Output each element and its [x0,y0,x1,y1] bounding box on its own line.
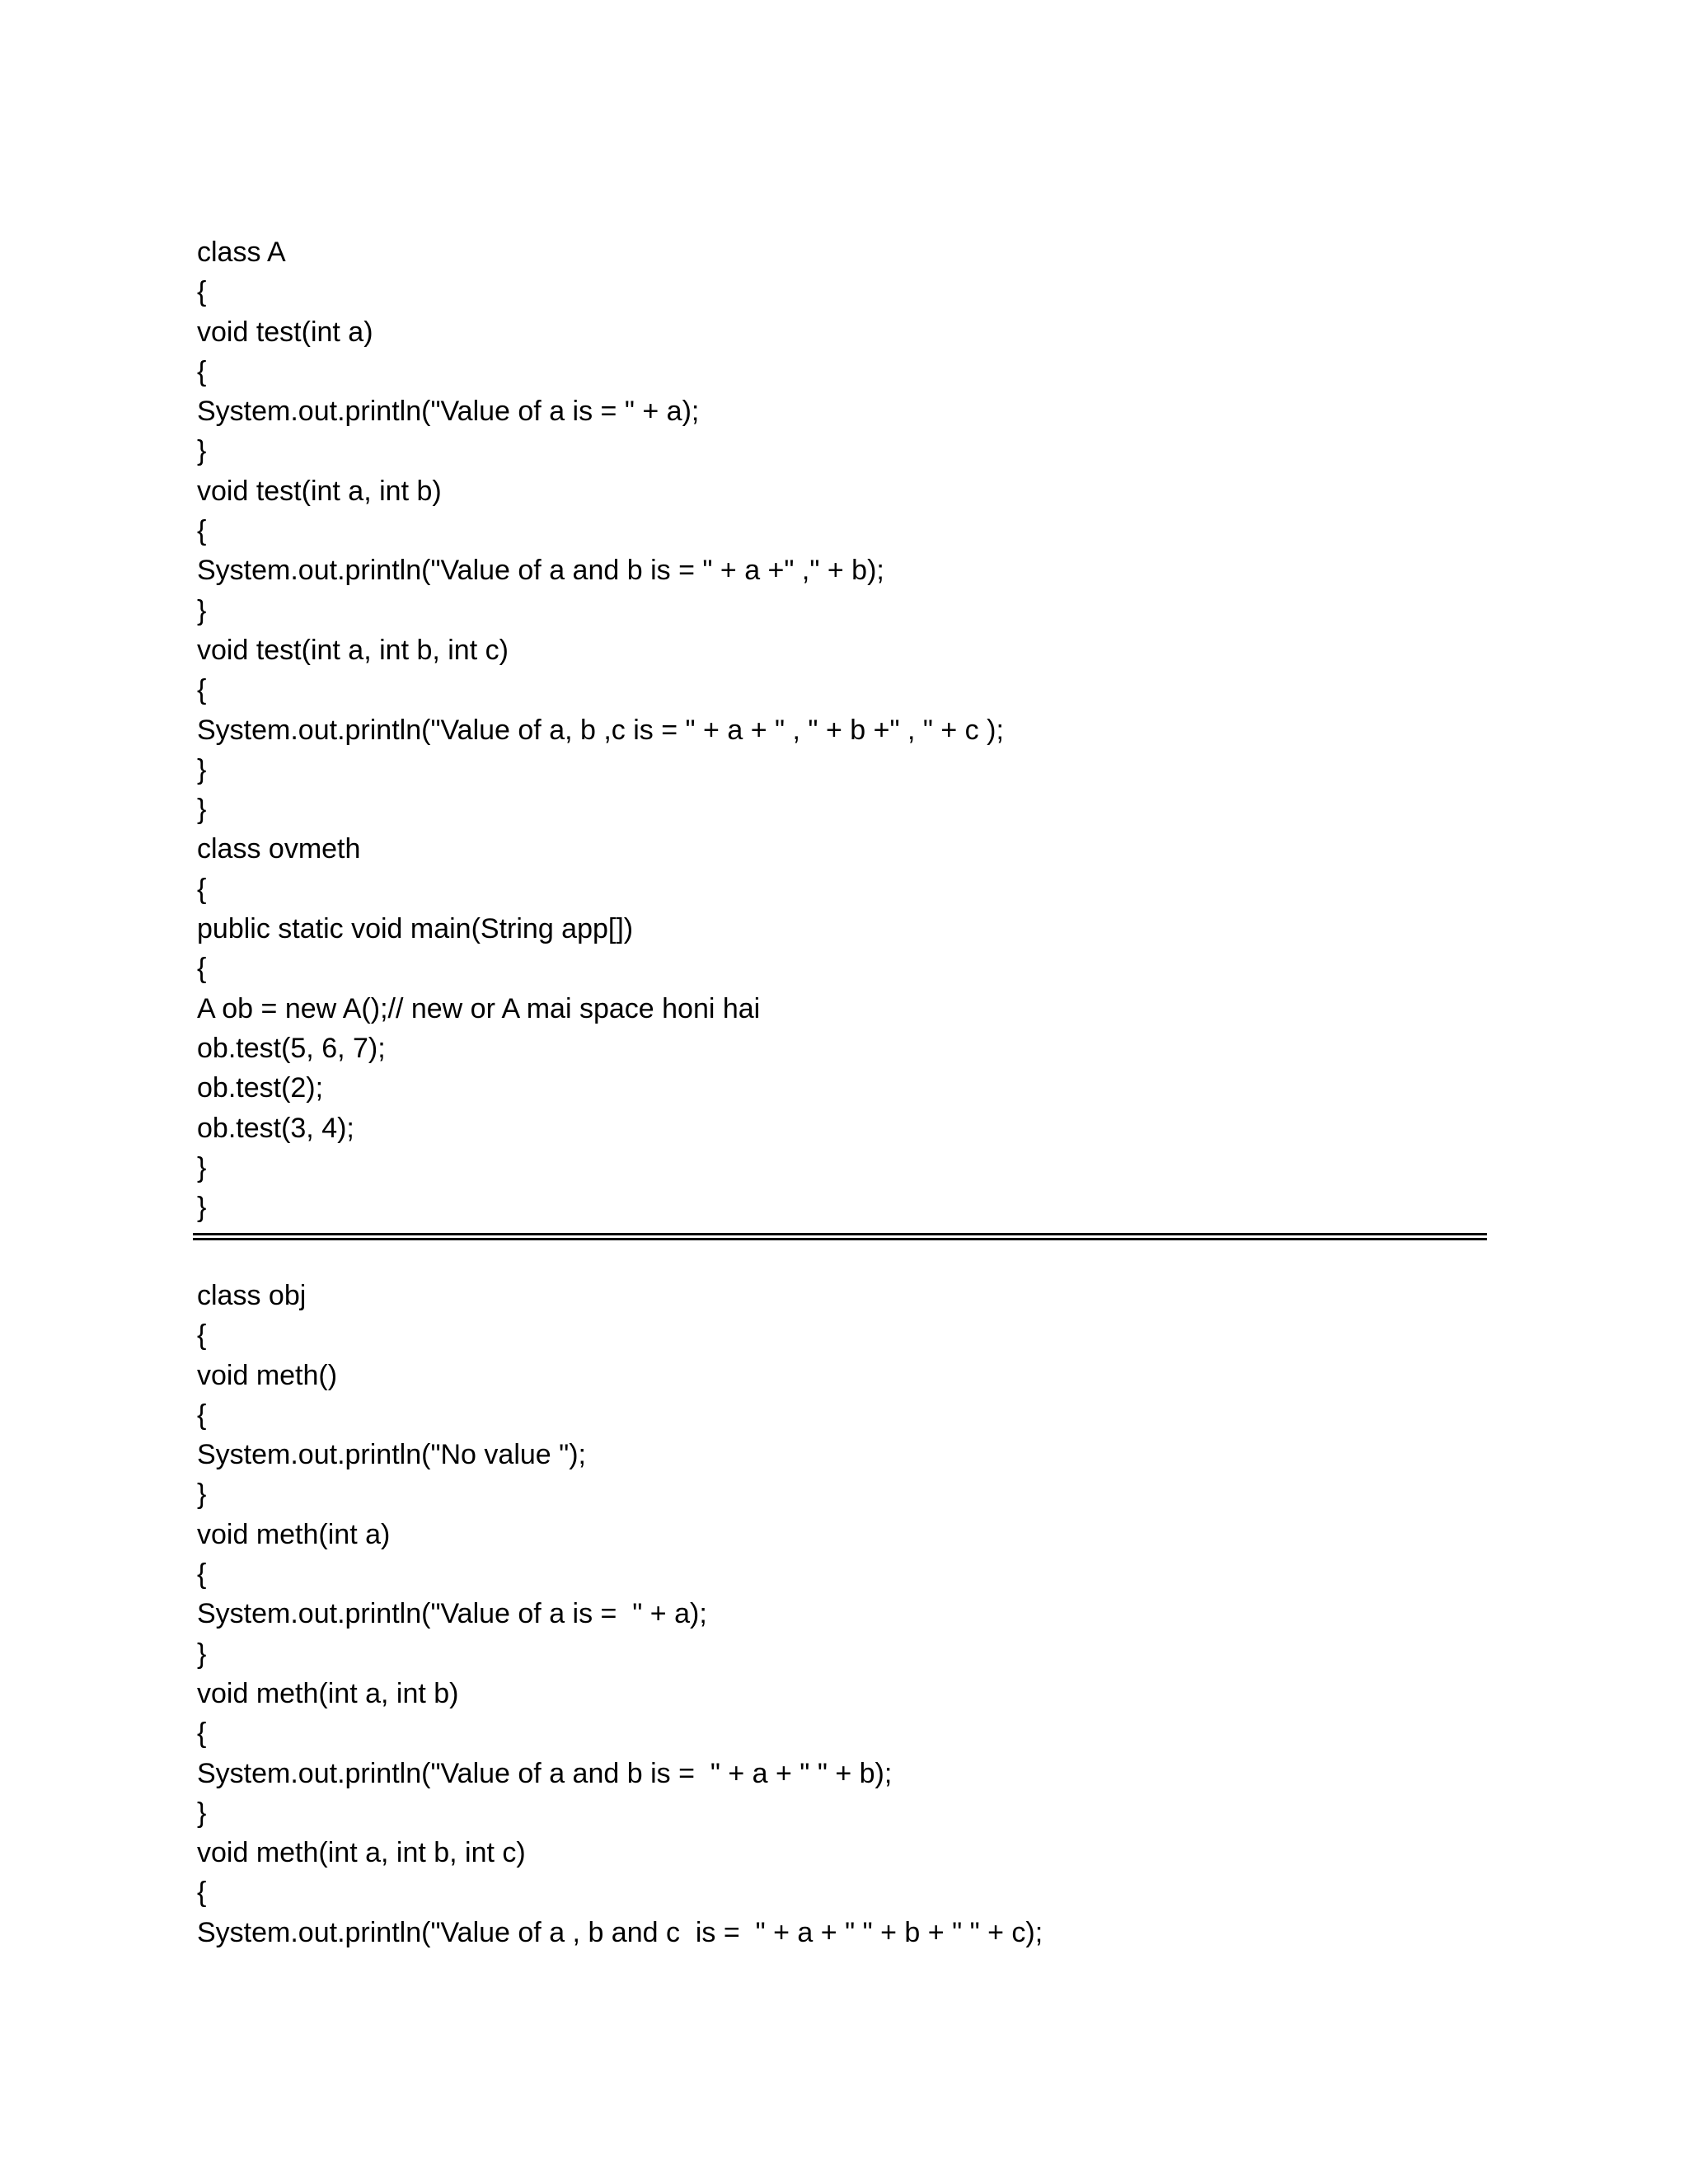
code-line: } [197,1479,207,1511]
code-line: System.out.println("Value of a, b ,c is = " + a + " , " + b +" , " + c ); [197,714,1004,746]
code-line: System.out.println("Value of a and b is = " + a + " " + b); [197,1757,893,1789]
code-block-class-a [197,232,1004,1227]
code-line: void test(int a, int b, int c) [197,634,509,666]
code-line: void meth(int a) [197,1518,391,1550]
code-line: System.out.println("Value of a , b and c is = " + a + " " + b + " " + c); [197,1916,1043,1948]
code-line: { [197,1319,207,1352]
code-line: } [197,1797,207,1829]
code-line: { [197,355,207,387]
code-line: void test(int a, int b) [197,475,442,507]
code-line: } [197,1192,207,1224]
code-line: class obj [197,1280,307,1311]
code-line: { [197,1399,207,1431]
code-line: } [197,594,207,626]
code-line: { [197,873,207,905]
code-line: System.out.println("Value of a and b is = " + a +" ," + b); [197,555,884,587]
code-line: ob.test(2); [197,1072,324,1104]
code-line: ob.test(3, 4); [197,1112,354,1144]
code-line: { [197,674,207,706]
code-line: } [197,794,207,826]
code-line: ob.test(5, 6, 7); [197,1032,386,1064]
double-rule-divider [193,1233,1487,1240]
code-line: class A [197,237,286,268]
code-line: { [197,953,207,985]
code-line: void meth() [197,1359,338,1391]
code-line: System.out.println("No value "); [197,1439,586,1471]
code-line: { [197,1558,207,1591]
code-block-class-obj [197,1276,1043,1952]
code-line: public static void main(String app[]) [197,913,634,945]
code-line: class ovmeth [197,833,361,865]
code-line: void meth(int a, int b, int c) [197,1837,526,1869]
code-line: } [197,1638,207,1670]
code-line: } [197,435,207,467]
code-line: System.out.println("Value of a is = " + a); [197,396,700,428]
code-line: A ob = new A();// new or A mai space honi hai [197,992,761,1024]
code-line: } [197,1151,207,1183]
code-line: System.out.println("Value of a is = " + a); [197,1598,707,1630]
code-line: { [197,276,207,308]
code-line: void meth(int a, int b) [197,1677,459,1709]
code-line: { [197,515,207,547]
code-line: void test(int a) [197,316,373,348]
code-line: } [197,753,207,785]
code-line: { [197,1718,207,1750]
code-line: { [197,1877,207,1909]
